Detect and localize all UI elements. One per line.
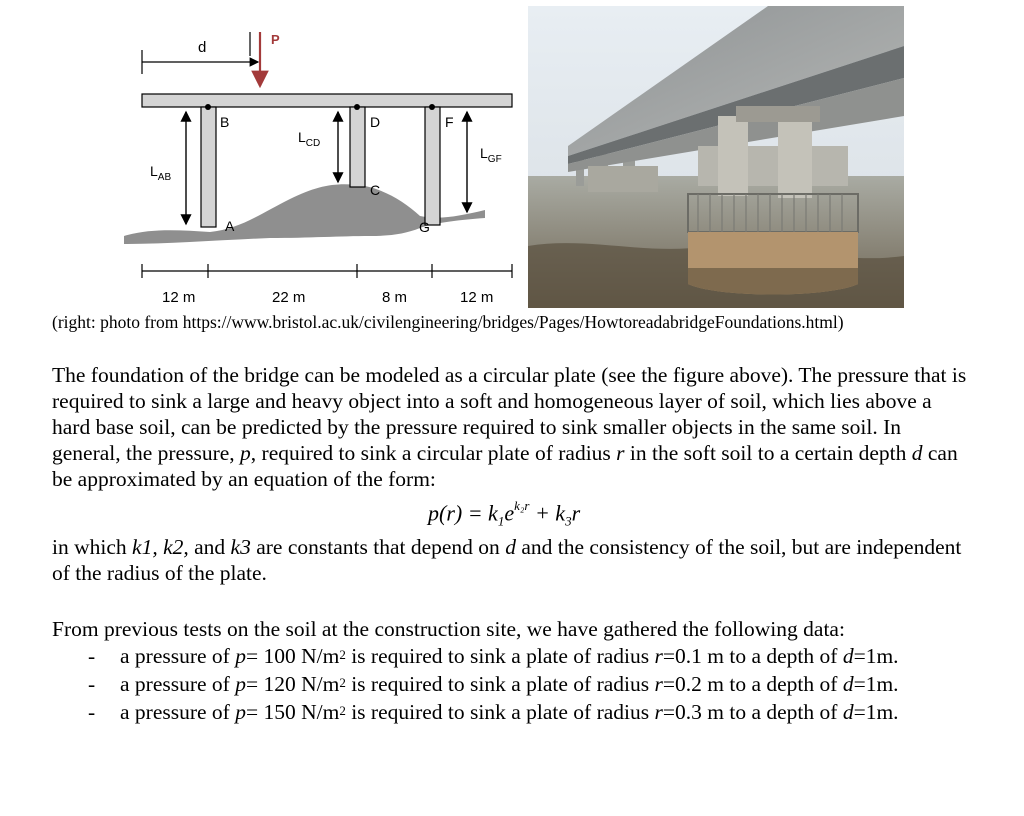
data-intro: From previous tests on the soil at the construction site, we have gathered the following data:	[52, 617, 845, 641]
label-a: A	[225, 218, 235, 234]
bridge-deck	[142, 94, 512, 107]
photo-caption: (right: photo from https://www.bristol.ac.uk/civilengineering/bridges/Pages/HowtoreadabridgeFoundations.html)	[52, 312, 844, 332]
label-c: C	[370, 182, 381, 198]
label-d: d	[198, 39, 207, 56]
label-lab: $L_{AB}$	[150, 163, 172, 183]
label-g: G	[419, 219, 430, 235]
bridge-foundation-photo	[528, 6, 904, 308]
list-item: - a pressure of p= 150 $N/m^2$ is required to sink a plate of radius r=0.3 m to a depth of d=1m.	[88, 700, 899, 724]
label-b: B	[220, 114, 230, 130]
pier-cd	[350, 107, 365, 187]
node-b	[205, 104, 211, 110]
pressure-equation: $p(r) = k_1e^{k_2r} + k_3r$	[428, 498, 581, 529]
bridge-diagram	[120, 24, 520, 309]
test-data-list	[52, 644, 972, 728]
pier-ab	[201, 107, 216, 227]
label-lgf: $L_{GF}$	[480, 145, 502, 165]
constants-paragraph: in which k1, k2, and k3 are constants that depend on d and the consistency of the soil, but are independent of the radius of the plate.	[52, 535, 962, 585]
label-d-node: D	[370, 114, 381, 130]
list-item: - a pressure of p= 120 $N/m^2$ is required to sink a plate of radius r=0.2 m to a depth of d=1m.	[88, 672, 899, 696]
span-label-fend: 12 m	[460, 289, 494, 306]
label-lcd: $L_{CD}$	[298, 129, 321, 149]
span-label-df: 8 m	[382, 289, 408, 306]
span-label-ab: 12 m	[162, 289, 196, 306]
node-d	[354, 104, 360, 110]
span-label-bd: 22 m	[272, 289, 306, 306]
intro-paragraph: The foundation of the bridge can be modeled as a circular plate (see the figure above). The pressure that is required to sink a large and heavy object into a soft and homogeneous layer of soil, which lies above a hard base soil, can be predicted by the pressure required to sink smaller objects in the same soil. In general, the pressure, p, required to sink a circular plate of radius r in the soft soil to a certain depth d can be approximated by an equation of the form:	[52, 363, 967, 491]
label-f: F	[445, 114, 454, 130]
pier-gf	[425, 107, 440, 225]
node-f	[429, 104, 435, 110]
label-p: P	[271, 32, 280, 47]
list-item: - a pressure of p= 100 $N/m^2$ is required to sink a plate of radius r=0.1 m to a depth of d=1m.	[88, 644, 899, 668]
